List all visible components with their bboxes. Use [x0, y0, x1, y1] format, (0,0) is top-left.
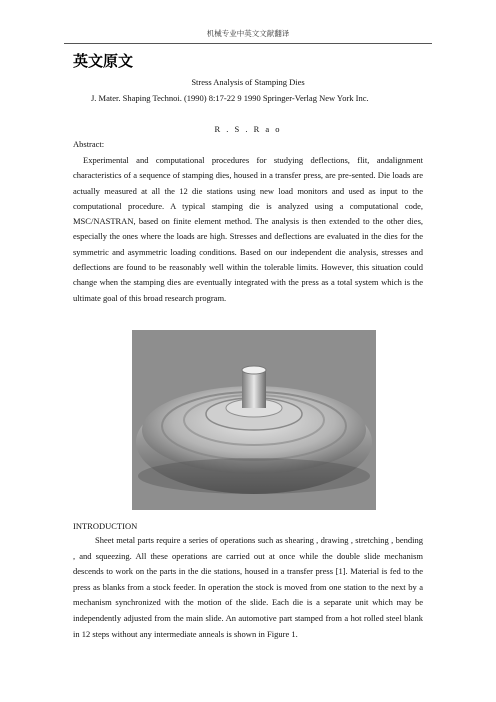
- section-heading: 英文原文: [73, 52, 134, 70]
- paper-title: Stress Analysis of Stamping Dies: [191, 77, 305, 87]
- author: R . S . R a o: [214, 124, 282, 134]
- abstract-body: Experimental and computational procedures for studying deflections, flit, andalignment characteristics of a sequence of stamping dies, housed in a transfer press, are pre-sented. Die loads are actually measured at all the 12 die stations using new load monitors and used as input to the computational procedure. A typical stamping die is analyzed using a computational code, MSC/NASTRAN, based on finite element method. The analysis is then extended to the other dies, especially the ones where the loads are high. Stresses and deflections are evaluated in the dies for the symmetric and asymmetric loading conditions. Based on our independent die analysis, stresses and deflections are found to be reasonably well within the tolerable limits. However, this situation could change when the stamping dies are eventually integrated with the press as a total system which is the ultimate goal of this broad research program.: [73, 155, 423, 303]
- introduction-heading: INTRODUCTION: [73, 521, 138, 531]
- stamped-part-photo: [132, 330, 376, 510]
- stamped-part-illustration: [132, 330, 376, 510]
- introduction-body: Sheet metal parts require a series of operations such as shearing , drawing , stretching , bending , and squeezing. All these operations are carried out at once while the double slide mechanism descends to work on the parts in the die stations, housed in a transfer press [1]. Material is fed to the press as blanks from a stock feeder. In operation the stock is moved from one station to the next by a mechanism synchronized with the motion of the slide. Each die is a separate unit which may be independently adjusted from the main slide. An automotive part stamped from a hot rolled steel blank in 12 steps without any intermediate anneals is shown in Figure 1.: [73, 535, 423, 639]
- abstract-label: Abstract:: [73, 139, 105, 149]
- header-rule: [64, 43, 432, 44]
- running-header: 机械专业中英文文献翻译: [206, 29, 290, 38]
- citation: J. Mater. Shaping Technoi. (1990) 8:17-22 9 1990 Springer-Verlag New York Inc.: [91, 93, 369, 103]
